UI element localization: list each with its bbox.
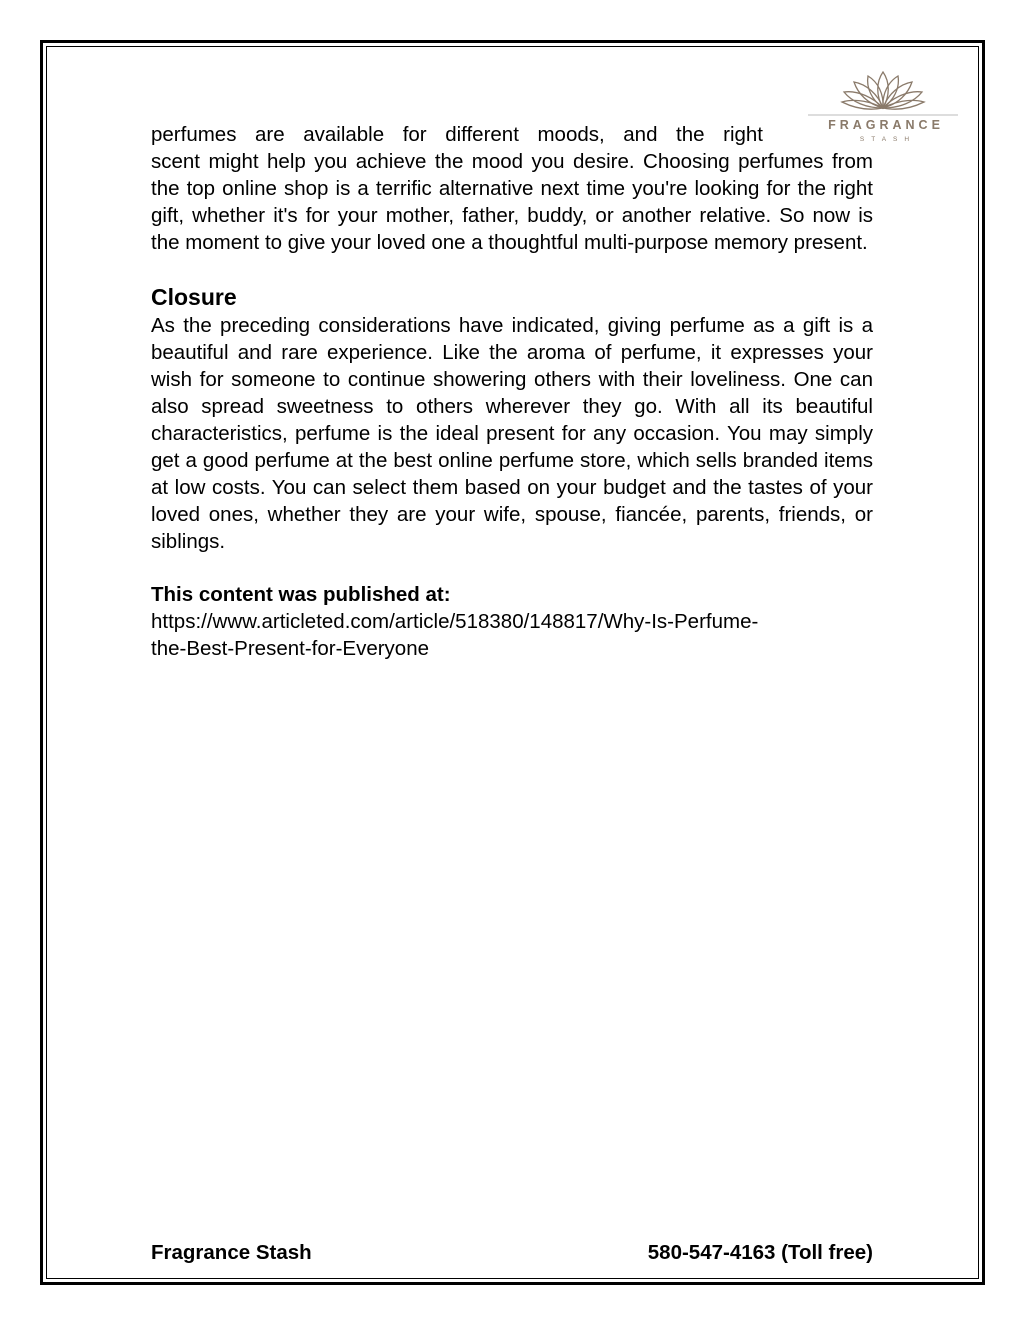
page-footer xyxy=(151,1239,873,1266)
publication-url[interactable] xyxy=(151,608,851,662)
intro-rest: scent might help you achieve the mood you desire. Choosing perfumes from the top online shop is a terrific alternative next time you're looking for the right gift, whether it's for your mother, father, buddy, or another relative. So now is the moment to give your loved one a thoughtful multi-purpose memory present. xyxy=(151,150,873,254)
intro-first-line: perfumes are available for different moods, and the right xyxy=(151,123,763,146)
logo-wordmark: FRAGRANCE xyxy=(828,118,944,132)
article-content xyxy=(151,121,873,662)
intro-paragraph xyxy=(151,121,873,256)
publication-label: This content was published at: xyxy=(151,583,451,606)
publication-url-line1[interactable]: https://www.articleted.com/article/518380/148817/Why-Is-Perfume- xyxy=(151,610,759,633)
closure-heading: Closure xyxy=(151,284,237,310)
closure-paragraph: As the preceding considerations have indicated, giving perfume as a gift is a beautiful and rare experience. Like the aroma of perfume, it expresses your wish for someone to continue showering others with their loveliness. One can also spread sweetness to others wherever they go. With all its beautiful characteristics, perfume is the ideal present for any occasion. You may simply get a good perfume at the best online perfume store, which sells branded items at low costs. You can select them based on your budget and the tastes of your loved ones, whether they are your wife, spouse, fiancée, parents, friends, or siblings. xyxy=(151,314,873,553)
footer-phone: 580-547-4163 (Toll free) xyxy=(647,1241,873,1264)
publication-url-line2[interactable]: the-Best-Present-for-Everyone xyxy=(151,637,430,660)
logo-subword: STASH xyxy=(859,136,917,143)
footer-company-name: Fragrance Stash xyxy=(151,1241,312,1264)
